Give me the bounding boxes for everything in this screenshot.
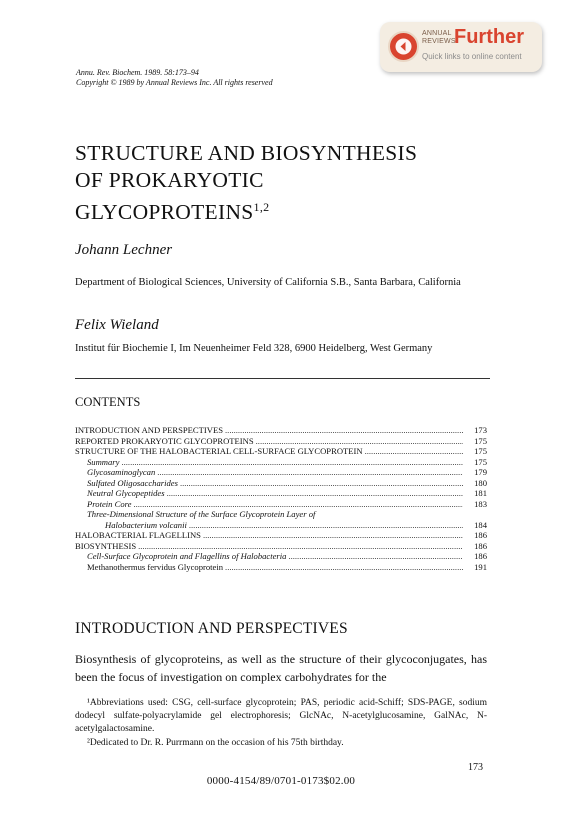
toc-entry[interactable] bbox=[75, 530, 487, 541]
toc-page: 184 bbox=[474, 519, 487, 530]
badge-further-text[interactable]: Further bbox=[454, 26, 524, 48]
journal-line-1: Annu. Rev. Biochem. 1989. 58:173–94 bbox=[76, 68, 199, 77]
toc-label: Sulfated Oligosaccharides bbox=[87, 477, 178, 488]
toc-entry[interactable] bbox=[75, 478, 487, 489]
toc-leader bbox=[133, 499, 463, 510]
toc-leader bbox=[167, 488, 463, 499]
toc-leader bbox=[225, 425, 463, 436]
toc-label: Methanothermus fervidus Glycoprotein bbox=[87, 561, 224, 572]
toc-entry[interactable] bbox=[75, 562, 487, 573]
toc-entry[interactable] bbox=[75, 520, 487, 531]
toc-label: REPORTED PROKARYOTIC GLYCOPROTEINS bbox=[75, 435, 254, 446]
toc-entry[interactable] bbox=[75, 436, 487, 447]
toc-leader bbox=[138, 541, 463, 552]
toc-entry[interactable] bbox=[75, 551, 487, 562]
toc-label: Summary bbox=[87, 456, 120, 467]
toc-leader bbox=[203, 530, 463, 541]
title-line-3-text: GLYCOPROTEINS bbox=[75, 200, 254, 225]
journal-citation bbox=[76, 68, 273, 88]
toc-entry[interactable] bbox=[75, 488, 487, 499]
contents-heading: CONTENTS bbox=[75, 395, 141, 409]
toc-label: BIOSYNTHESIS bbox=[75, 540, 137, 551]
toc-page: 191 bbox=[474, 561, 487, 572]
toc-label: Halobacterium volcanii bbox=[105, 519, 187, 530]
badge-reviews-text: REVIEWS bbox=[422, 38, 456, 45]
toc-leader bbox=[180, 478, 463, 489]
toc-page: 175 bbox=[474, 435, 487, 446]
author-affiliation-1: Department of Biological Sciences, University of California S.B., Santa Barbara, California bbox=[75, 277, 461, 288]
toc-entry[interactable] bbox=[75, 541, 487, 552]
toc-page: 186 bbox=[474, 551, 487, 561]
further-badge[interactable] bbox=[380, 22, 542, 72]
toc-entry[interactable] bbox=[75, 457, 487, 468]
title-line-2: OF PROKARYOTIC bbox=[75, 168, 264, 192]
author-affiliation-2: Institut für Biochemie I, Im Neuenheimer Feld 328, 6900 Heidelberg, West Germany bbox=[75, 343, 433, 354]
toc-entry[interactable] bbox=[75, 425, 487, 436]
toc-page: 179 bbox=[474, 467, 487, 477]
toc-page: 186 bbox=[474, 530, 487, 540]
toc-page: 180 bbox=[474, 477, 487, 488]
page-number: 173 bbox=[468, 762, 483, 773]
toc-leader bbox=[157, 467, 463, 478]
toc-label: Cell-Surface Glycoprotein and Flagellins of Halobacteria bbox=[87, 551, 287, 561]
toc-label: HALOBACTERIAL FLAGELLINS bbox=[75, 530, 201, 540]
toc-leader bbox=[189, 520, 463, 531]
toc-leader bbox=[256, 436, 463, 447]
toc-entry[interactable] bbox=[75, 499, 487, 510]
badge-annual-text: ANNUAL bbox=[422, 30, 452, 37]
section-heading: INTRODUCTION AND PERSPECTIVES bbox=[75, 620, 348, 637]
article-code: 0000-4154/89/0701-0173$02.00 bbox=[206, 775, 356, 787]
author-name-1: Johann Lechner bbox=[75, 242, 173, 258]
toc-leader bbox=[121, 457, 463, 468]
body-paragraph: Biosynthesis of glycoproteins, as well as the structure of their glycoconjugates, has been the focus of investigation on complex carbohydrates for the bbox=[75, 652, 487, 684]
toc-page: 183 bbox=[474, 498, 487, 509]
toc-label: INTRODUCTION AND PERSPECTIVES bbox=[75, 425, 224, 435]
title-line-1: STRUCTURE AND BIOSYNTHESIS bbox=[75, 141, 418, 165]
toc-label: Glycosaminoglycan bbox=[87, 467, 156, 477]
toc-page: 186 bbox=[474, 540, 487, 551]
toc-leader bbox=[288, 551, 463, 562]
divider-rule bbox=[75, 378, 490, 379]
toc-entry[interactable] bbox=[75, 467, 487, 478]
toc-page: 181 bbox=[474, 488, 487, 498]
journal-line-2: Copyright © 1989 by Annual Reviews Inc. All rights reserved bbox=[76, 78, 273, 87]
badge-tagline: Quick links to online content bbox=[422, 52, 522, 61]
toc-label: Neutral Glycopeptides bbox=[87, 488, 165, 498]
footnote-2: ²Dedicated to Dr. R. Purrmann on the occasion of his 75th birthday. bbox=[87, 738, 344, 748]
toc-page: 175 bbox=[474, 456, 487, 467]
article-title bbox=[75, 140, 417, 226]
toc-label: Protein Core bbox=[87, 498, 132, 509]
play-arrow-icon[interactable] bbox=[388, 31, 419, 62]
badge-annual-reviews bbox=[422, 30, 456, 46]
toc-page: 173 bbox=[474, 425, 487, 435]
title-footnote-mark: 1,2 bbox=[253, 200, 270, 214]
toc-leader bbox=[365, 446, 463, 457]
author-name-2: Felix Wieland bbox=[75, 317, 159, 333]
toc-leader bbox=[225, 562, 463, 573]
table-of-contents bbox=[75, 425, 487, 572]
toc-page: 175 bbox=[474, 446, 487, 456]
title-line-3 bbox=[75, 194, 417, 226]
footnote-1: ¹Abbreviations used: CSG, cell-surface glycoprotein; PAS, periodic acid-Schiff; SDS-PAGE, sodium dodecyl sulfate-polyacrylamide gel electrophoresis; GlcNAc, N-acetylglucosamine, GalNAc, N-acetylgalactosamine. bbox=[75, 698, 487, 734]
toc-entry[interactable] bbox=[75, 446, 487, 457]
toc-label: STRUCTURE OF THE HALOBACTERIAL CELL-SURFACE GLYCOPROTEIN bbox=[75, 446, 363, 456]
toc-entry-heading[interactable]: Three-Dimensional Structure of the Surface Glycoprotein Layer of bbox=[87, 509, 316, 519]
